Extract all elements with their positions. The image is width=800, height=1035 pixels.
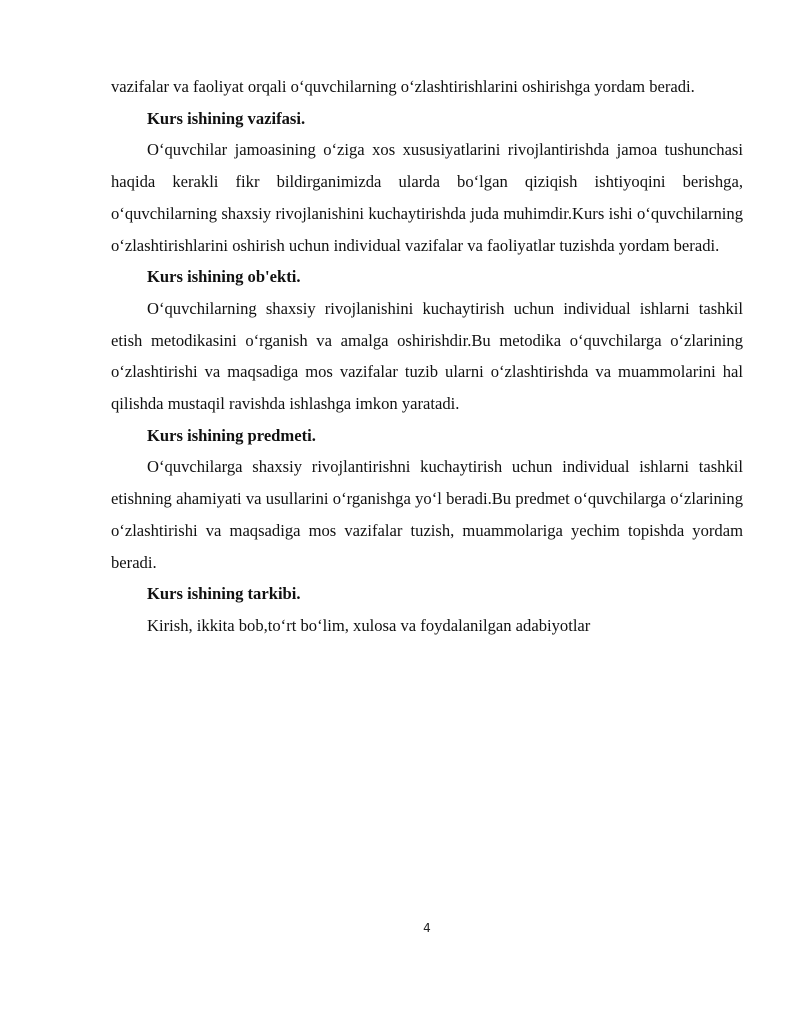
heading-tarkibi: Kurs ishining tarkibi. [147, 584, 301, 604]
paragraph-predmeti: O‘quvchilarga shaxsiy rivojlantirishni kuchaytirish uchun individual ishlarni tashkil etishning ahamiyati va usullarini o‘rganishga yo‘l beradi.Bu predmet o‘quvchilarga o‘zlarining o‘zlashtirishi va maqsadiga mos vazifalar tuzish, muammolariga yechim topishda yordam beradi. [111, 457, 743, 572]
page-number: 4 [423, 921, 431, 935]
heading-predmeti: Kurs ishining predmeti. [147, 425, 316, 445]
heading-vazifasi: Kurs ishining vazifasi. [147, 108, 306, 128]
paragraph-obekti: O‘quvchilarning shaxsiy rivojlanishini kuchaytirish uchun individual ishlarni tashkil etish metodikasini o‘rganish va amalga oshirishdir.Bu metodika o‘quvchilarga o‘zlarining o‘zlashtirishi va maqsadiga mos vazifalar tuzib ularni o‘zlashtirishda va muammolarini hal qilishda mustaqil ravishda ishlashga imkon yaratadi. [111, 298, 743, 414]
paragraph-vazifasi: O‘quvchilar jamoasining o‘ziga xos xususiyatlarini rivojlantirishda jamoa tushunchasi haqida kerakli fikr bildirganimizda ularda bo‘lgan qiziqish ishtiyoqini berishga, o‘quvchilarning shaxsiy rivojlanishini kuchaytirishda juda muhimdir.Kurs ishi o‘quvchilarning o‘zlashtirishlarini oshirish uchun individual vazifalar va faoliyatlar tuzishda yordam beradi. [111, 140, 743, 255]
paragraph-continuation: vazifalar va faoliyat orqali o‘quvchilarning o‘zlashtirishlarini oshirishga yordam beradi. [111, 77, 695, 96]
paragraph-tarkibi: Kirish, ikkita bob,to‘rt bo‘lim, xulosa va foydalanilgan adabiyotlar [147, 615, 591, 635]
page-body [111, 71, 743, 642]
heading-obekti: Kurs ishining ob'ekti. [147, 267, 301, 287]
